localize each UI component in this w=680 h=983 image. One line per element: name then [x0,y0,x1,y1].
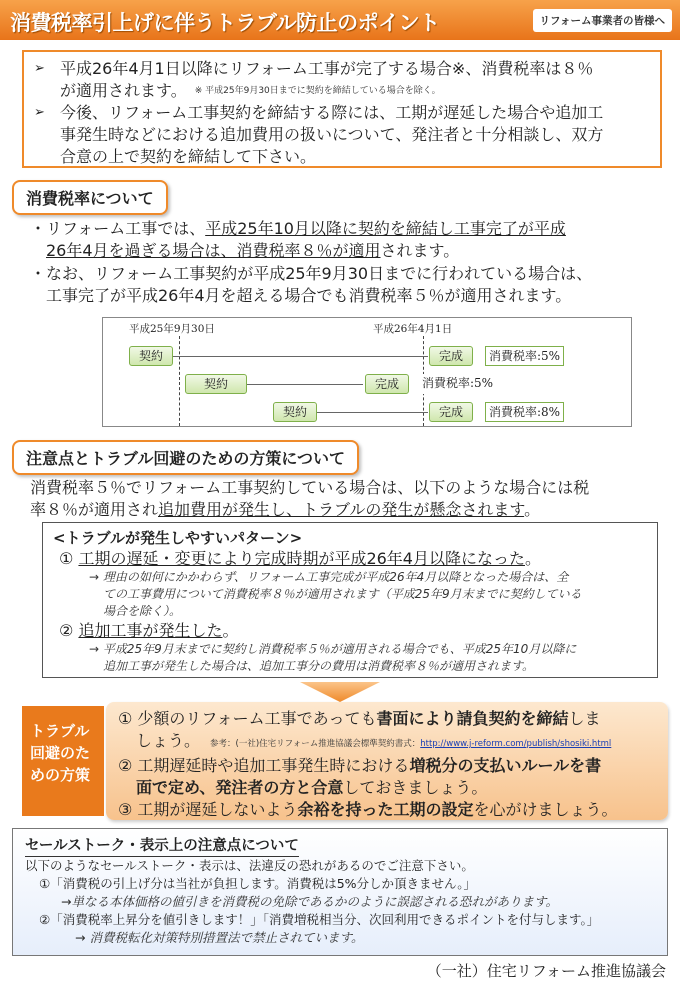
strategy-label: トラブル 回避のた めの方策 [22,706,104,816]
caution-section-heading: 注意点とトラブル回避のための方策について [12,440,359,475]
contract-pill-1: 契約 [129,346,173,366]
tax-p1-lead: ・リフォーム工事では、 [30,219,206,238]
pattern-item-1-number: ① [59,549,74,568]
tax-paragraph-1 [30,218,660,262]
rate-box-2: 消費税率:5% [419,374,496,394]
strategy-2-bold-2: 面で定め、発注者の方と合意 [136,778,344,797]
strategy-1-bold: 書面により請負契約を締結 [376,709,569,728]
sales-intro: 以下のようなセールストーク・表示は、法違反の恐れがあるのでご注意下さい。 [25,858,474,873]
sales-talk-box [12,828,668,956]
intro-bullet-2-text: 今後、リフォーム工事契約を締結する際には、工期が遅延した場合や追加工 [60,103,604,122]
pattern-note-1-line1: → 理由の如何にかかわらず、リフォーム工事完成が平成26年4月以降となった場合は、全 [89,570,569,584]
reference-link[interactable]: http://www.j-reform.com/publish/shosiki.html [420,739,612,749]
strategy-item-1 [118,708,656,730]
strategy-2-lead: ② 工期遅延時や追加工事発生時における [118,756,410,775]
strategy-reference-note: 参考：(一社)住宅リフォーム推進協議会標準契約書式： [210,739,421,749]
tax-p1-end: されます。 [380,241,460,260]
pattern-item-2-number: ② [59,621,74,640]
rate-box-3: 消費税率:8% [485,402,564,422]
tax-timeline-diagram [102,317,632,427]
tax-p2-line1: ・なお、リフォーム工事契約が平成25年9月30日までに行われている場合は、 [30,264,593,283]
intro-bullet-2-text-2: 事発生時などにおける追加費用の扱いについて、発注者と十分相談し、双方 [60,125,604,144]
arrow-bullet-icon: ➢ [34,105,45,120]
intro-bullet-1-text-2: が適用されます。 [60,81,187,100]
sales-example-1: ①「消費税の引上げ分は当社が負担します。消費税は5%分しか頂きません。」 [39,876,477,891]
publisher-footer: （一社）住宅リフォーム推進協議会 [426,962,666,980]
caution-line-2-end: 。 [524,500,541,519]
strategy-3-bold: 余裕を持った工期の設定 [297,800,474,819]
sales-title: セールストーク・表示上の注意点について [25,837,299,857]
pattern-item-2 [59,620,647,641]
audience-badge: リフォーム事業者の皆様へ [533,9,672,32]
sales-example-2: ②「消費税率上昇分を値引きします！」「消費増税相当分、次回利用できるポイントを付与します。」 [39,912,600,927]
date-label-2: 平成26年4月1日 [373,323,453,335]
header-bar [0,0,680,40]
intro-bullet-1-text: 平成26年4月1日以降にリフォーム工事が完了する場合※、消費税率は８％ [60,59,594,78]
caution-line-2-lead: 率８％が適用され [30,500,159,519]
caution-line-1: 消費税率５％でリフォーム工事契約している場合は、以下のような場合には税 [30,478,590,497]
arrow-bullet-icon: ➢ [34,61,45,76]
pattern-item-2-end: 。 [222,621,239,640]
strategy-3-end: を心がけましょう。 [473,800,618,819]
strategy-item-2 [118,755,656,777]
caution-paragraph [30,477,670,521]
pattern-item-1 [59,548,647,569]
intro-bullet-2-cont [34,124,650,146]
tax-paragraph-2 [30,263,670,307]
strategy-2-end: しておきましょう。 [343,778,488,797]
tax-p2-line2: 工事完了が平成26年4月を超える場合でも消費税率５％が適用されます。 [46,286,572,305]
tax-section-heading: 消費税率について [12,180,168,215]
date-label-1: 平成25年9月30日 [129,323,215,335]
caution-line-2-underlined: 追加費用が発生し、トラブルの発生が懸念されます [158,500,525,519]
strategy-item-2-cont [118,777,656,799]
intro-bullet-2-text-3: 合意の上で契約を締結して下さい。 [60,147,317,166]
pattern-note-2-line1: → 平成25年9月末までに契約し消費税率５％が適用される場合でも、平成25年10月以降に [89,642,577,656]
intro-bullet-2 [34,102,650,124]
complete-pill-3: 完成 [429,402,473,422]
trouble-pattern-box [42,522,658,678]
intro-bullet-1 [34,58,650,80]
strategy-1-lead: ① 少額のリフォーム工事であっても [118,709,377,728]
intro-box [22,50,662,168]
strategy-panel [22,702,668,820]
strategy-item-3 [118,799,656,821]
complete-pill-2: 完成 [365,374,409,394]
contract-pill-2: 契約 [185,374,247,394]
pattern-note-2-line2: 追加工事が発生した場合は、追加工事分の費用は消費税率８％が適用されます。 [103,659,535,673]
timeline-arrow-3 [303,412,428,413]
intro-bullet-1-cont [34,80,650,102]
pattern-item-2-text: 追加工事が発生した [78,621,223,640]
strategy-3-lead: ③ 工期が遅延しないよう [118,800,298,819]
sales-note-1: →単なる本体価格の値引きを消費税の免除であるかのように誤認される恐れがあります。 [61,894,558,909]
page-title: 消費税率引上げに伴うトラブル防止のポイント [10,11,440,35]
strategy-item-1-cont [118,730,656,755]
complete-pill-1: 完成 [429,346,473,366]
pattern-item-1-text: 工期の遅延・変更により完成時期が平成26年4月以降になった [78,549,525,568]
boundary-line-1 [179,336,180,426]
tax-p1-underlined: 平成25年10月以降に契約を締結し工事完了が平成 [205,219,566,238]
contract-pill-3: 契約 [273,402,317,422]
down-arrow-icon [300,682,380,702]
pattern-item-1-end: 。 [524,549,541,568]
pattern-note-1-line2: ての工事費用について消費税率８％が適用されます（平成25年9月末までに契約している [103,587,582,601]
pattern-note-1-line3: 場合を除く）。 [103,604,182,618]
strategy-1-end: しょう。 [136,731,201,750]
tax-p1-underlined-2: 26年4月を過ぎる場合は、消費税率８％が適用 [46,241,381,260]
pattern-title: <トラブルが発生しやすいパターン> [53,529,303,547]
strategy-1-tail: しま [568,709,601,728]
intro-bullet-2-cont-2 [34,146,650,168]
strategy-2-bold: 増税分の支払いルールを書 [409,756,602,775]
timeline-arrow-1 [153,356,428,357]
sales-note-2: → 消費税転化対策特別措置法で禁止されています。 [75,930,364,945]
intro-footnote: ※ 平成25年9月30日までに契約を締結している場合を除く。 [194,86,441,96]
strategy-body [106,702,668,820]
rate-box-1: 消費税率:5% [485,346,564,366]
